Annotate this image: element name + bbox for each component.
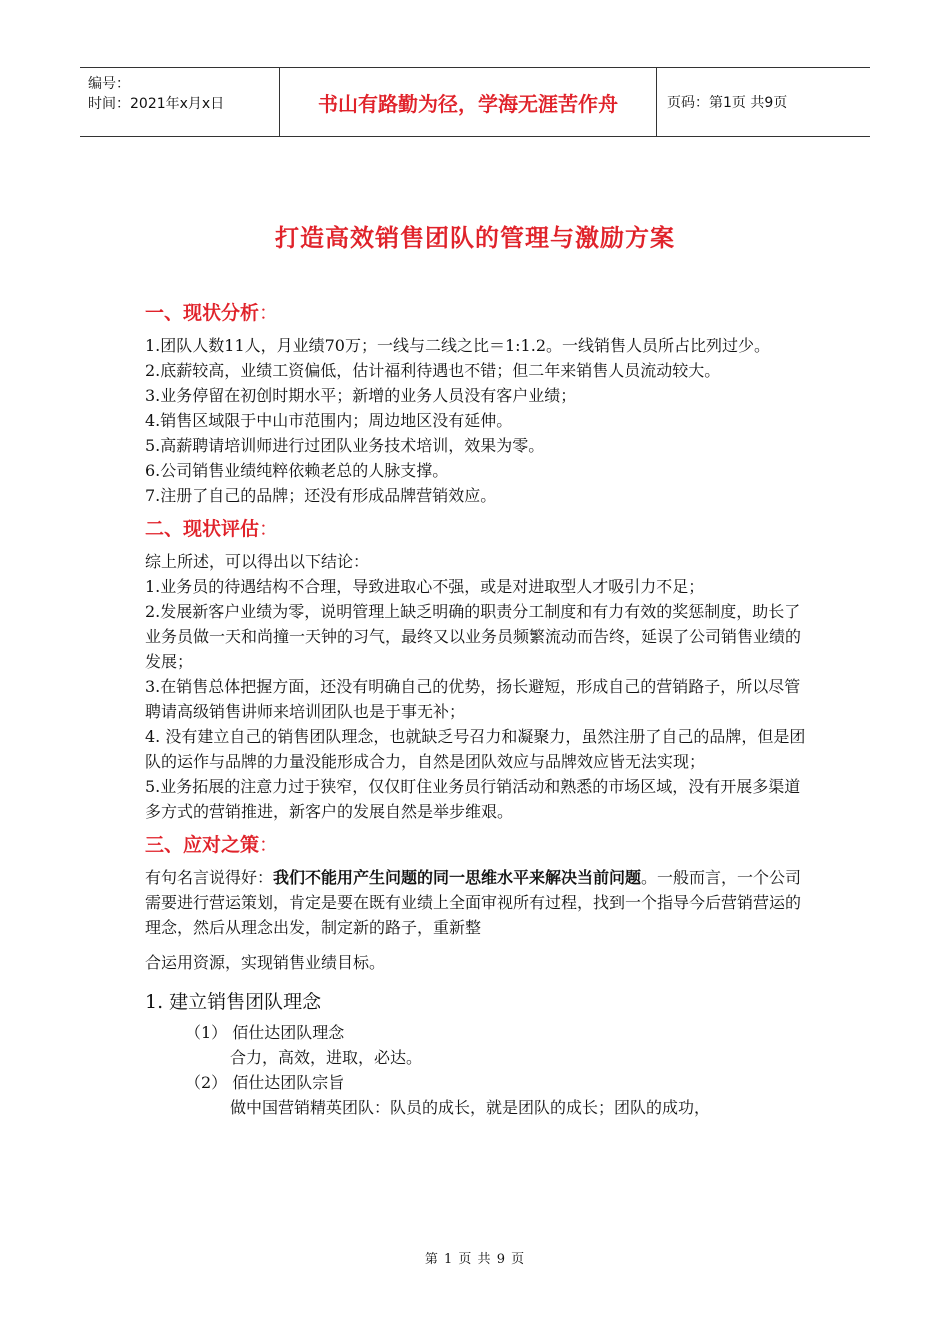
page-footer: 第 1 页 共 9 页 [424,1252,526,1267]
section-heading-analysis: 一、现状分析： [145,302,279,324]
header-page-info: 页码：第1页 共9页 [667,95,788,111]
evaluation-item: 4. 没有建立自己的销售团队理念，也就缺乏号召力和凝聚力，虽然注册了自己的品牌，但是团队的运作与品牌的力量没能形成合力，自然是团队效应与品牌效应皆无法实现； [145,727,806,771]
analysis-item: 4.销售区域限于中山市范围内；周边地区没有延伸。 [145,411,513,430]
analysis-item: 6.公司销售业绩纯粹依赖老总的人脉支撑。 [145,461,449,480]
strategy-paragraph: 有句名言说得好：我们不能用产生问题的同一思维水平来解决当前问题。一般而言，一个公司需要进行营运策划，肯定是要在既有业绩上全面审视所有过程，找到一个指导今后营销营运的理念，然后从理念出发，制定新的路子，重新整 [145,868,802,937]
analysis-item: 2.底薪较高，业绩工资偏低，估计福利待遇也不错；但二年来销售人员流动较大。 [145,361,721,380]
document-date-label: 时间：2021年x月x日 [88,96,225,112]
analysis-item: 7.注册了自己的品牌；还没有形成品牌营销效应。 [145,486,497,505]
section-heading-evaluation: 二、现状评估： [145,518,279,540]
analysis-item: 5.高薪聘请培训师进行过团队业务技术培训，效果为零。 [145,436,545,455]
subsection-item-text: 合力，高效，进取，必达。 [230,1048,423,1067]
subsection-heading: 1. 建立销售团队理念 [145,991,322,1013]
header-meta [80,68,280,136]
document-number-label: 编号： [88,76,130,92]
subsection-item-label: （2） 佰仕达团队宗旨 [185,1073,345,1092]
strategy-paragraph-end: 合运用资源，实现销售业绩目标。 [145,953,386,972]
page-header [80,67,870,137]
subsection-item-label: （1） 佰仕达团队理念 [185,1023,345,1042]
analysis-item: 1.团队人数11人，月业绩70万；一线与二线之比＝1:1.2。一线销售人员所占比列过少。 [145,336,771,355]
subsection-item-text: 做中国营销精英团队：队员的成长，就是团队的成长；团队的成功， [230,1098,711,1117]
strategy-quote: 我们不能用产生问题的同一思维水平来解决当前问题 [273,868,642,887]
evaluation-item: 1.业务员的待遇结构不合理，导致进取心不强，或是对进取型人才吸引力不足； [145,577,705,596]
header-motto: 书山有路勤为径，学海无涯苦作舟 [280,68,657,136]
document-body [145,292,815,1120]
evaluation-item: 2.发展新客户业绩为零，说明管理上缺乏明确的职责分工制度和有力有效的奖惩制度，助长了业务员做一天和尚撞一天钟的习气，最终又以业务员频繁流动而告终，延误了公司销售业绩的发展； [145,602,802,671]
section-heading-strategy: 三、应对之策： [145,834,279,856]
evaluation-intro: 综上所述，可以得出以下结论： [145,552,370,571]
analysis-item: 3.业务停留在初创时期水平；新增的业务人员没有客户业绩； [145,386,577,405]
document-title: 打造高效销售团队的管理与激励方案 [275,224,675,252]
evaluation-item: 5.业务拓展的注意力过于狭窄，仅仅盯住业务员行销活动和熟悉的市场区域，没有开展多渠道多方式的营销推进，新客户的发展自然是举步维艰。 [145,777,801,821]
evaluation-item: 3.在销售总体把握方面，还没有明确自己的优势，扬长避短，形成自己的营销路子，所以尽管聘请高级销售讲师来培训团队也是于事无补； [145,677,801,721]
